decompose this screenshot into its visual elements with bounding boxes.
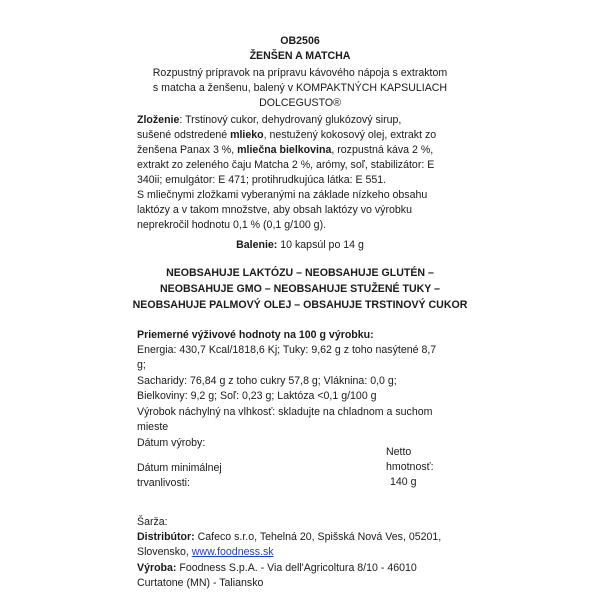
producer-line-1: Výroba: Foodness S.p.A. - Via dell'Agricoltura 8/10 - 46010 bbox=[137, 562, 417, 574]
product-name: ŽENŠEN A MATCHA bbox=[249, 50, 351, 62]
description-line-1: Rozpustný prípravok na prípravu kávového nápoja s extraktom bbox=[152, 67, 448, 79]
ingredients-line-1: Zloženie: Trstinový cukor, dehydrovaný glukózový sirup, bbox=[137, 114, 402, 126]
net-weight-label-2: hmotnosť: bbox=[386, 461, 434, 473]
ingredients-line-8: neprekročil hodnotu 0,1 % (0,1 g/100 g). bbox=[137, 219, 327, 231]
allergen-milk-protein: mliečna bielkovina bbox=[237, 144, 332, 156]
ingredients-line-7: laktózy a v takom množstve, aby obsah laktózy vo výrobku bbox=[137, 204, 412, 216]
distributor-line-2: Slovensko, www.foodness.sk bbox=[137, 546, 274, 558]
best-before-label-2: trvanlivosti: bbox=[137, 477, 190, 489]
claims-line-3: NEOBSAHUJE PALMOVÝ OLEJ – OBSAHUJE TRSTINOVÝ CUKOR bbox=[132, 299, 468, 311]
claims-line-1: NEOBSAHUJE LAKTÓZU – NEOBSAHUJE GLUTÉN – bbox=[166, 267, 434, 279]
website-link[interactable]: www.foodness.sk bbox=[191, 546, 274, 558]
storage-line-1: Výrobok náchylný na vlhkosť: skladujte na chladnom a suchom bbox=[137, 406, 433, 418]
best-before-label-1: Dátum minimálnej bbox=[137, 462, 222, 474]
nutrition-line-2: g; bbox=[137, 359, 146, 371]
distributor-label: Distribútor: bbox=[137, 531, 195, 543]
allergen-milk: mlieko bbox=[230, 129, 264, 141]
description-line-3: DOLCEGUSTO® bbox=[259, 97, 341, 109]
ingredients-line-6: S mliečnymi zložkami vyberanými na základe nízkeho obsahu bbox=[137, 189, 428, 201]
nutrition-line-4: Bielkoviny: 9,2 g; Soľ: 0,23 g; Laktóza <0,1 g/100 g bbox=[137, 390, 377, 402]
production-date-label: Dátum výroby: bbox=[137, 437, 206, 449]
net-weight-label-1: Netto bbox=[386, 446, 412, 458]
description-line-2: s matcha a ženšenu, balený v KOMPAKTNÝCH KAPSULIACH bbox=[152, 82, 448, 94]
ingredients-line-3: ženšena Panax 3 %, mliečna bielkovina, rozpustná káva 2 %, bbox=[137, 144, 434, 156]
ingredients-label: Zloženie bbox=[137, 114, 180, 126]
nutrition-line-3: Sacharidy: 76,84 g z toho cukry 57,8 g; Vláknina: 0,0 g; bbox=[137, 375, 397, 387]
distributor-line-1: Distribútor: Cafeco s.r.o, Tehelná 20, Spišská Nová Ves, 05201, bbox=[137, 531, 442, 543]
net-weight-value: 140 g bbox=[390, 476, 417, 488]
ingredients-line-5: 340ii; emulgátor: E 471; protihrudkujúca látka: E 551. bbox=[137, 174, 387, 186]
product-code: OB2506 bbox=[280, 35, 320, 47]
ingredients-line-4: extrakt zo zeleného čaju Matcha 2 %, arómy, soľ, stabilizátor: E bbox=[137, 159, 435, 171]
claims-line-2: NEOBSAHUJE GMO – NEOBSAHUJE STUŽENÉ TUKY – bbox=[160, 283, 440, 295]
ingredients-line-2: sušené odstredené mlieko, nestužený kokosový olej, extrakt zo bbox=[137, 129, 437, 141]
storage-line-2: mieste bbox=[137, 421, 169, 433]
producer-line-2: Curtatone (MN) - Taliansko bbox=[137, 577, 264, 589]
producer-label: Výroba: bbox=[137, 562, 177, 574]
lot-label: Šarža: bbox=[137, 516, 168, 528]
package-value: 10 kapsúl po 14 g bbox=[277, 239, 364, 251]
nutrition-title: Priemerné výživové hodnoty na 100 g výrobku: bbox=[137, 329, 374, 341]
package-info bbox=[0, 238, 600, 253]
nutrition-line-1: Energia: 430,7 Kcal/1818,6 Kj; Tuky: 9,62 g z toho nasýtené 8,7 bbox=[137, 344, 437, 356]
package-label: Balenie: bbox=[236, 239, 278, 251]
